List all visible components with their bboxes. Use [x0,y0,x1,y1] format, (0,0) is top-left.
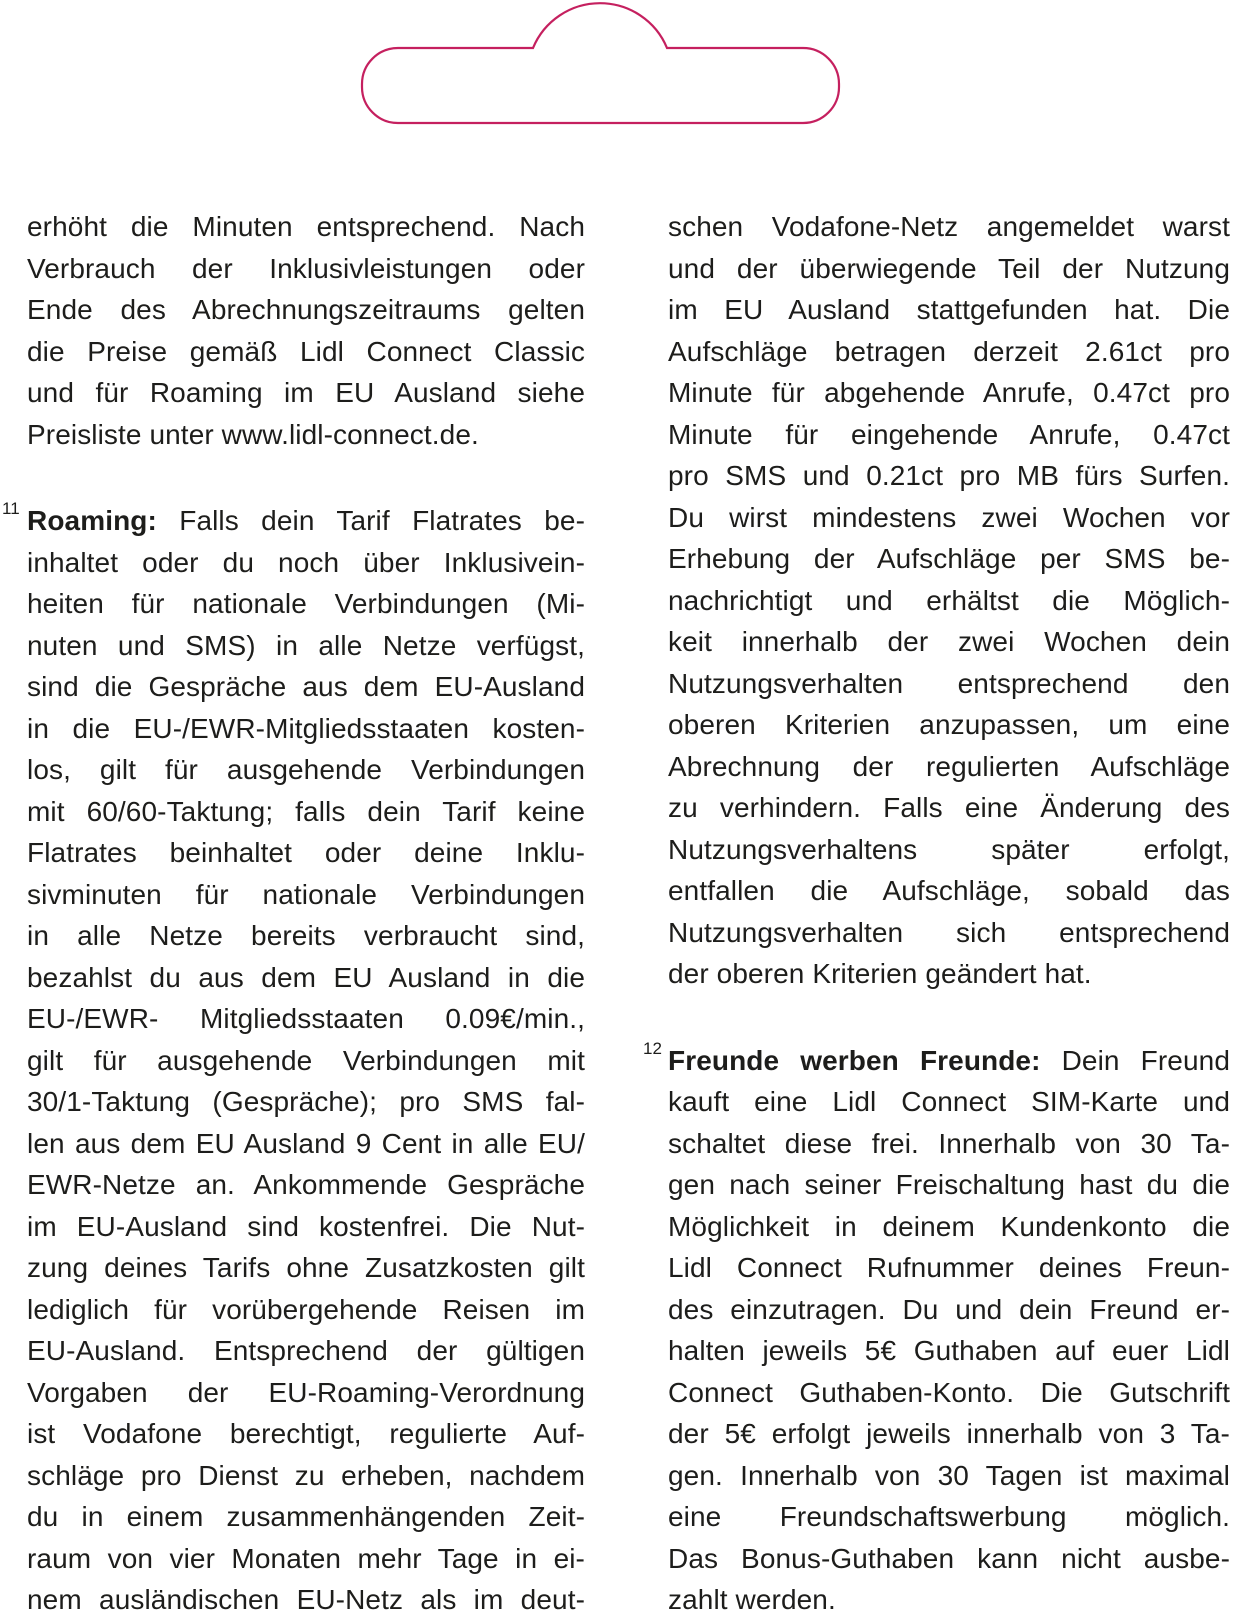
text-line: bezahlst du aus dem EU Ausland in die [27,961,585,993]
text-line: Möglichkeit in deinem Kundenkonto die [668,1210,1230,1242]
text-line: Du wirst mindestens zwei Wochen vor [668,501,1230,533]
footnote-number-11: 11 [2,499,20,518]
text-line: im EU-Ausland sind kostenfrei. Die Nut- [27,1210,585,1242]
text-line: entfallen die Aufschläge, sobald das [668,875,1230,906]
item-11-roaming [2,499,585,1613]
text-line: heiten für nationale Verbindungen (Mi- [27,588,585,619]
text-line: des einzutragen. Du und dein Freund er- [668,1293,1230,1325]
text-line: der 5€ erfolgt jeweils innerhalb von 3 Ta- [668,1418,1230,1449]
text-line: raum von vier Monaten mehr Tage in ei- [27,1542,585,1574]
text-line: pro SMS und 0.21ct pro MB fürs Surfen. [668,460,1230,491]
left-column [2,206,585,1613]
text-line: und für Roaming im EU Ausland siehe [27,377,585,408]
text-line: eine Freundschaftswerbung möglich. [668,1501,1230,1532]
text-line: zu verhindern. Falls eine Änderung des [668,792,1230,823]
text-line: schen Vodafone-Netz angemeldet warst [668,211,1230,242]
text-line: zahlt werden. [668,1584,836,1613]
text-line: die Preise gemäß Lidl Connect Classic [27,335,585,367]
text-line: inhaltet oder du noch über Inklusivein- [27,546,585,578]
text-line: schläge pro Dienst zu erheben, nachdem [27,1459,585,1491]
text-line: Lidl Connect Rufnummer deines Freun- [668,1252,1230,1283]
item-12-first-line [668,1040,1230,1082]
text-line: Minute für abgehende Anrufe, 0.47ct pro [668,377,1230,408]
text-line: Verbrauch der Inklusivleistungen oder [27,252,585,284]
text-line: gen. Innerhalb von 30 Tagen ist maximal [668,1459,1230,1491]
text-line: Connect Guthaben-Konto. Die Gutschrift [668,1376,1230,1408]
text-line: EU-Ausland. Entsprechend der gültigen [27,1335,585,1366]
text-line: nem ausländischen EU-Netz als im deut- [27,1584,585,1613]
item-12-body [668,1081,1230,1613]
item-11-body [27,542,585,1613]
text-line: der oberen Kriterien geändert hat. [668,958,1092,989]
text-line: Das Bonus-Guthaben kann nicht ausbe- [668,1542,1230,1574]
item-12-first-line-text: Dein Freund [1040,1044,1230,1076]
item-11-heading: Roaming: [27,505,157,536]
text-line: gen nach seiner Freischaltung hast du die [668,1169,1230,1200]
text-line: Nutzungsverhaltens später erfolgt, [668,833,1230,865]
text-line: EWR-Netze an. Ankommende Gespräche [27,1169,585,1200]
item-12-freunde-werben-freunde [643,1038,1230,1613]
text-line: Vorgaben der EU-Roaming-Verordnung [27,1376,585,1408]
text-line: mit 60/60-Taktung; falls dein Tarif keine [27,795,585,827]
text-line: in alle Netze bereits verbraucht sind, [27,920,585,951]
text-line: und der überwiegende Teil der Nutzung [668,252,1230,284]
text-line: Nutzungsverhalten sich entsprechend [668,916,1230,948]
paragraph-continuation-right [668,206,1230,995]
text-line: oberen Kriterien anzupassen, um eine [668,709,1230,740]
text-line: Flatrates beinhaltet oder deine Inklu- [27,837,585,868]
paragraph-continuation-left [27,206,585,455]
text-line: du in einem zusammenhängenden Zeit- [27,1501,585,1532]
text-line: keit innerhalb der zwei Wochen dein [668,626,1230,657]
text-line: Aufschläge betragen derzeit 2.61ct pro [668,335,1230,367]
item-11-first-line [27,500,585,542]
footnote-number-12: 12 [643,1038,663,1058]
text-line: sind die Gespräche aus dem EU-Ausland [27,671,585,702]
die-cut-outline-path [362,3,839,123]
text-line: nachrichtigt und erhältst die Möglich- [668,584,1230,616]
text-line: Ende des Abrechnungszeitraums gelten [27,294,585,325]
text-line: erhöht die Minuten entsprechend. Nach [27,211,585,242]
text-line: Minute für eingehende Anrufe, 0.47ct [668,418,1230,450]
text-line: schaltet diese frei. Innerhalb von 30 Ta- [668,1127,1230,1159]
text-line: gilt für ausgehende Verbindungen mit [27,1044,585,1076]
text-line: 30/1-Taktung (Gespräche); pro SMS fal- [27,1086,585,1117]
text-line: im EU Ausland stattgefunden hat. Die [668,294,1230,325]
text-line: Nutzungsverhalten entsprechend den [668,667,1230,699]
text-line: lediglich für vorübergehende Reisen im [27,1293,585,1325]
text-line: in die EU-/EWR-Mitgliedsstaaten kosten- [27,712,585,744]
text-line: Abrechnung der regulierten Aufschläge [668,750,1230,782]
text-line: ist Vodafone berechtigt, regulierte Auf- [27,1418,585,1449]
text-line: Erhebung der Aufschläge per SMS be- [668,543,1230,574]
text-line: Preisliste unter www.lidl-connect.de. [27,418,479,450]
text-line: sivminuten für nationale Verbindungen [27,878,585,910]
text-line: len aus dem EU Ausland 9 Cent in alle EU/ [27,1127,585,1159]
die-cut-hanger-outline [345,0,865,135]
right-column [643,206,1230,1613]
item-12-heading: Freunde werben Freunde: [668,1044,1041,1076]
text-line: halten jeweils 5€ Guthaben auf euer Lidl [668,1335,1230,1366]
text-line: nuten und SMS) in alle Netze verfügst, [27,629,585,661]
text-line: los, gilt für ausgehende Verbindungen [27,754,585,785]
text-line: zung deines Tarifs ohne Zusatzkosten gilt [27,1252,585,1283]
text-line: EU-/EWR- Mitgliedsstaaten 0.09€/min., [27,1003,585,1034]
text-line: kauft eine Lidl Connect SIM-Karte und [668,1086,1230,1117]
item-11-first-line-text: Falls dein Tarif Flatrates be- [156,505,585,536]
